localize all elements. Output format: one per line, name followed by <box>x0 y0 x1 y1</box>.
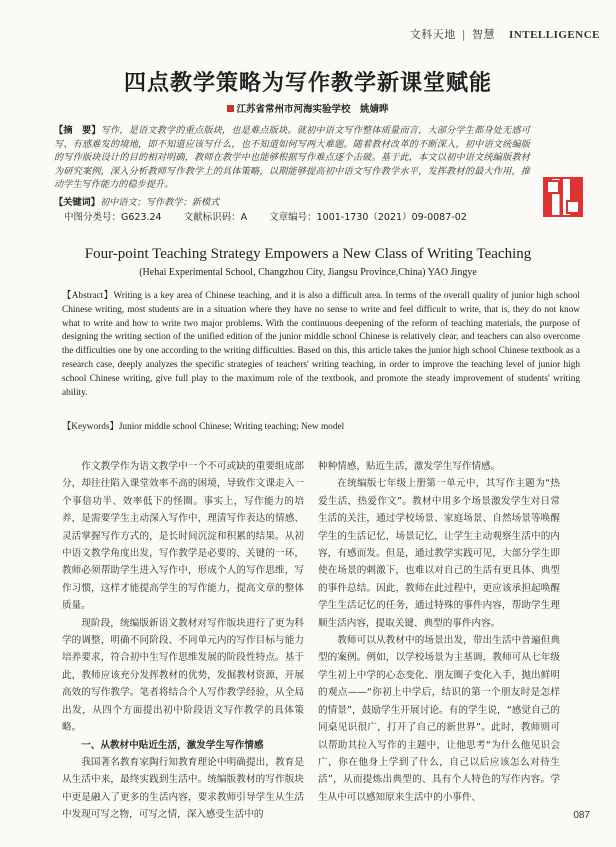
keywords-en <box>62 418 344 432</box>
classification-meta <box>64 209 489 223</box>
abstract-cn-text: 写作，是语文教学的重点版块，也是难点版块。就初中语文写作整体质量而言，大部分学生都身处无感可写、有感难发的境地，即不知道应该写什么，也不知道如何写两大难题。随着教材改革的不断深入，初中语文统编版的写作版块设计的目的相对明确，教师在教学中也能够根据写作难点逐个击破。基于此，本文以初中语文统编版教材为研究案例，深入分析教师写作教学上的具体策略，以期能够提高初中语文写作教学水平，发挥教材的最大作用，推动学生写作能力的稳步提升。 <box>54 125 531 191</box>
header-section: 文科天地 <box>409 28 456 41</box>
header-english: INTELLIGENCE <box>509 29 600 41</box>
abstract-en-label: 【Abstract】 <box>62 291 114 301</box>
paragraph: 我国著名教育家陶行知教育理论中明确提出，教育是从生活中来，最终实践到生活中。统编版教材的写作版块中更是融入了更多的生活内容，要求教师引导学生从生活中发现可写之物，可写之情，深入感受生活中的 <box>62 756 304 821</box>
paragraph: 种种情感，贴近生活，激发学生写作情感。 <box>318 461 501 472</box>
article-number: 文章编号：1001-1730（2021）09-0087-02 <box>269 212 467 223</box>
paragraph: 在统编版七年级上册第一单元中，其写作主题为“热爱生活，热爱作文”。教材中用多个场景激发学生对日常生活的关注，通过学校场景、家庭场景、自然场景等唤醒学生的生活记忆，场景记忆，让学生主动观察生活中的内容，有感而发。但是，通过教学实践可见，大部分学生即使在场景的刺激下，也难以对自己的生活有更具体、典型的事件总结。因此，教师在此过程中，更应该承担起唤醒学生生活记忆的任务，通过特殊的事件内容，帮助学生理顺生活内容，提取关键、典型的事件内容。 <box>318 478 560 629</box>
header-divider: | <box>461 28 467 41</box>
author-line <box>0 101 616 115</box>
running-header <box>410 26 600 42</box>
keywords-cn <box>54 194 219 208</box>
red-square-icon <box>227 105 234 112</box>
clc-number: 中图分类号：G623.24 <box>64 212 162 223</box>
header-category: 智慧 <box>472 28 496 41</box>
paragraph: 现阶段，统编版新语文教材对写作版块进行了更为科学的调整，明确不同阶段、不同单元内的写作目标与能力培养要求，符合初中生写作思维发展的阶段性特点。基于此，教师应该充分发挥教材的优势，发掘教材资源，开展高效的写作教学。笔者将结合个人写作教学经验，从全局出发，从四个方面提出初中阶段语文写作教学的具体策略。 <box>62 617 304 734</box>
keywords-en-text: Junior middle school Chinese; Writing teaching; New model <box>118 422 345 432</box>
english-title: Four-point Teaching Strategy Empowers a New Class of Writing Teaching <box>84 246 532 262</box>
abstract-cn <box>54 124 530 192</box>
abstract-en <box>62 290 580 400</box>
abstract-cn-label: 【摘 要】 <box>54 125 101 136</box>
section-heading: 一、从教材中贴近生活，激发学生写作情感 <box>81 739 264 751</box>
body-column-right <box>318 458 560 806</box>
english-author: (Hehai Experimental School, Changzhou City, Jiangsu Province,China) YAO Jingye <box>139 267 477 278</box>
article-title: 四点教学策略为写作教学新课堂赋能 <box>123 71 492 96</box>
abstract-en-text: Writing is a key area of Chinese teaching, and it is also a difficult area. In terms of the overall quality of junior high school Chinese writing, most students are in a situation where they have no sense to write and feel difficult to write, that is, they do not know what to write and how to write two major problems. With the continuous deepening of the reform of teaching materials, the purpose of designing the writing section of the unified edition of the junior middle school Chinese is relatively clear, and teachers can also overcome the difficulties one by one according to the writing difficulties. Based on this, this article takes the junior high school Chinese textbook as a research case, deeply analyzes the specific strategies of teachers' writing teaching, in order to improve the teaching level of junior high school Chinese writing, give full play to the maximum role of the textbook, and promote the steady improvement of students' writing ability. <box>62 291 581 398</box>
keywords-cn-label: 【关键词】 <box>54 197 100 208</box>
paragraph: 教师可以从教材中的场景出发，带出生活中普遍但典型的案例。例如，以学校场景为主基调，教师可从七年级学生初上中学的心态变化、朋友圈子变化入手，抛出鲜明的观点——“你初上中学后，结识的第一个朋友时是怎样的情景”，鼓励学生开展讨论。有的学生说，“感觉自己的同桌见识很广，打开了自己的新世界”。此时，教师则可以帮助其拉入写作的主题中，让他思考“为什么他见识会广，你在他身上学到了什么，自己以后应该怎么对待生活”，从而提炼出典型的、具有个人特色的写作内容。学生从中可以感知原来生活中的小事件、 <box>318 635 560 803</box>
page-number: 087 <box>573 810 590 821</box>
document-code: 文献标识码：A <box>183 212 248 223</box>
keywords-cn-text: 初中语文；写作教学；新模式 <box>99 197 220 208</box>
qr-code-icon <box>543 177 583 217</box>
paragraph: 作文教学作为语文教学中一个不可或缺的重要组成部分，却往往陷入课堂效率不高的困境，导致作文课走入一个事倍功半、效率低下的怪圈。事实上，写作能力的培养，是需要学生主动深入写作中，理清写作表达的情感、灵活掌握写作方式的，是长时间沉淀和积累的结果。从初中语文教学角度出发，写作教学是必要的、关键的一环，教师必须帮助学生进入写作中，形成个人的写作思维，写作习惯，这样才能提高学生的写作能力，提高文章的整体质量。 <box>62 461 304 612</box>
author-text: 江苏省常州市河海实验学校 姚婧晔 <box>236 104 389 115</box>
body-column-left <box>62 458 304 824</box>
keywords-en-label: 【Keywords】 <box>62 422 119 432</box>
